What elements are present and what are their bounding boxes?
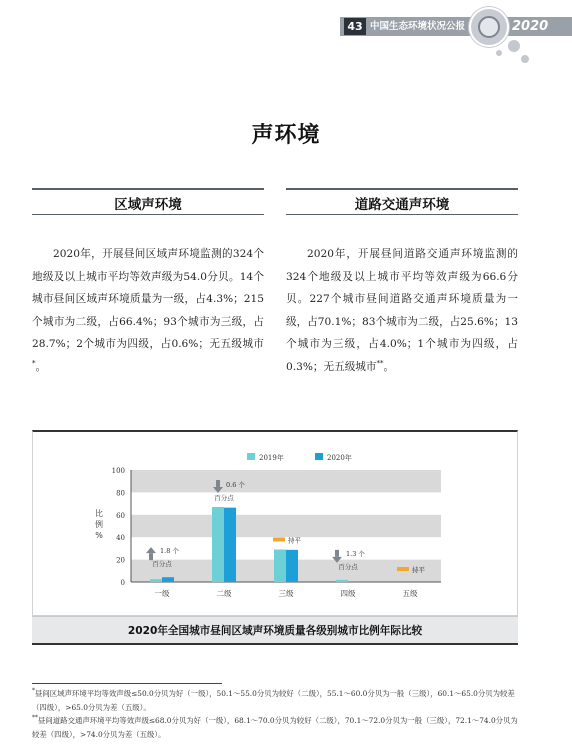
page-number: 43: [344, 18, 366, 35]
annotation-label: 百分点: [338, 562, 358, 571]
paragraph-end: 。: [35, 360, 47, 373]
annotation-label: 0.6 个: [226, 480, 245, 489]
y-tick-label: 80: [116, 489, 125, 498]
legend-label: 2020年: [327, 454, 352, 462]
x-tick-label: 二级: [216, 589, 232, 598]
legend-swatch: [247, 453, 255, 460]
footnote-mark: *: [32, 687, 35, 695]
flat-marker-icon: [273, 538, 285, 542]
publication-year: 2020: [512, 19, 549, 34]
footnote-mark: **: [376, 358, 384, 367]
x-tick-label: 五级: [402, 589, 418, 598]
flat-marker-icon: [397, 567, 409, 571]
bar: [348, 581, 360, 582]
bar-chart: [33, 432, 517, 616]
section-title-right: 道路交通声环境: [354, 197, 450, 213]
paragraph-right: [286, 243, 518, 378]
y-tick-label: 40: [116, 534, 125, 543]
x-tick-label: 四级: [340, 589, 356, 598]
footnote-mark: *: [32, 358, 36, 367]
bar: [286, 550, 298, 582]
grid-band: [131, 470, 441, 492]
y-axis-label: %: [95, 531, 103, 540]
annotation-label: 百分点: [214, 493, 234, 502]
annotation-label: 持平: [288, 536, 301, 545]
paragraph-left-text: 2020年，开展昼间区域声环境监测的324个地级及以上城市平均等效声级为54.0分贝。14个城市昼间区域声环境质量为一级，占4.3%；215个城市为二级，占66.4%；93个城市为三级，占28.7%；2个城市为四级，占0.6%；无五级城市: [32, 248, 264, 350]
bar: [162, 577, 174, 582]
bar: [274, 550, 286, 582]
chart-container: [32, 430, 518, 616]
decor-dot: [508, 40, 520, 52]
y-axis-label: 例: [95, 520, 103, 529]
up-arrow-icon: [146, 547, 156, 553]
decor-dot: [496, 50, 502, 56]
footnote-mark: **: [32, 714, 38, 722]
bar: [150, 579, 162, 582]
legend-label: 2019年: [259, 454, 284, 462]
up-arrow-icon: [149, 553, 153, 560]
footnote-2: [32, 714, 518, 742]
paragraph-end: 。: [383, 360, 395, 373]
publication-title: 中国生态环境状况公报: [370, 21, 466, 32]
section-rule: [286, 214, 518, 215]
y-tick-label: 20: [116, 556, 125, 565]
footnote-text: 昼间道路交通声环境平均等效声级≤68.0分贝为好（一级），68.1～70.0分贝为较好（二级），70.1～72.0分贝为一般（三级），72.1～74.0分贝为较差（四级），>74.0分贝为差（五级）。: [32, 716, 518, 739]
bar: [212, 507, 224, 582]
x-tick-label: 一级: [154, 589, 170, 598]
section-rule: [286, 188, 518, 190]
footnote-text: 昼间区域声环境平均等效声级≤50.0分贝为好（一级），50.1～55.0分贝为较好（二级），55.1～60.0分贝为一般（三级），60.1～65.0分贝为较差（四级），>65.0分贝为差（五级）。: [32, 689, 515, 712]
legend-swatch: [315, 453, 323, 460]
y-tick-label: 100: [111, 467, 125, 475]
y-tick-label: 0: [120, 579, 125, 587]
decor-dot: [521, 55, 529, 63]
page-title: 声环境: [251, 123, 321, 148]
y-tick-label: 60: [116, 511, 125, 520]
paragraph-left: [32, 243, 264, 378]
grid-band: [131, 515, 441, 537]
x-tick-label: 三级: [278, 589, 294, 598]
down-arrow-icon: [216, 480, 220, 487]
annotation-label: 百分点: [152, 560, 172, 569]
annotation-label: 1.3 个: [346, 549, 365, 558]
paragraph-right-text: 2020年，开展昼间道路交通声环境监测的324个地级及以上城市平均等效声级为66.6分贝。227个城市昼间道路交通声环境质量为一级，占70.1%；83个城市为二级，占25.6%；13个城市为三级，占4.0%；1个城市为四级，占0.3%；无五级城市: [286, 248, 518, 373]
header-circle-emblem: [469, 7, 509, 47]
footnote-1: [32, 687, 518, 715]
y-axis-label: 比: [95, 509, 103, 518]
bar: [224, 508, 236, 582]
section-rule: [32, 188, 264, 190]
section-title-left: 区域声环境: [114, 197, 182, 213]
chart-caption: 2020年全国城市昼间区域声环境质量各级别城市比例年际比较: [32, 616, 518, 645]
down-arrow-icon: [335, 550, 339, 557]
footnote-rule: [32, 683, 222, 684]
bar: [336, 580, 348, 582]
annotation-label: 1.8 个: [160, 547, 179, 556]
section-rule: [32, 214, 264, 215]
annotation-label: 持平: [412, 566, 425, 574]
